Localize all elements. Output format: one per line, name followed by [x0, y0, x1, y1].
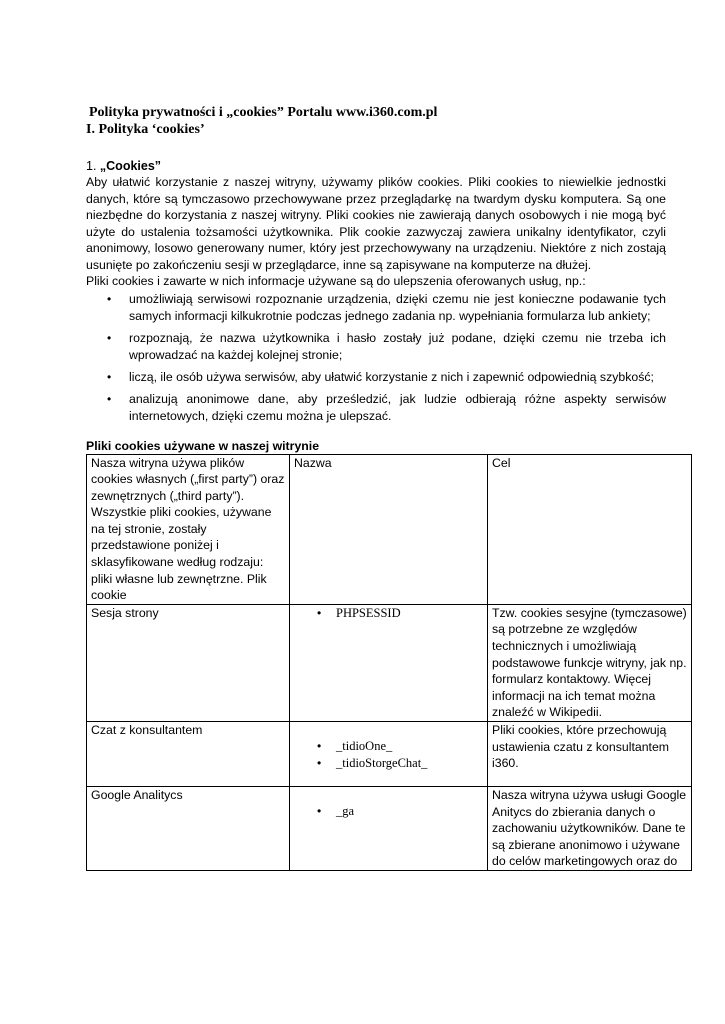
- list-item: • _tidioOne_: [317, 739, 393, 753]
- cookie-names-list: [294, 803, 483, 820]
- cookie-purpose-cell: Tzw. cookies sesyjne (tymczasowe) są potrzebne ze względów technicznych i umożliwiają podstawowe funkcje witryny, jak np. formularz kontaktowy. Więcej informacji na ich temat można znaleźć w Wikipedii.: [488, 604, 692, 721]
- table-row: [87, 604, 692, 721]
- header-cell-name: Nazwa: [290, 454, 488, 604]
- header-cell-purpose: Cel: [488, 454, 692, 604]
- cookie-type-cell: Czat z konsultantem: [87, 722, 290, 787]
- bullet-icon: •: [317, 756, 322, 770]
- table-caption: Pliki cookies używane w naszej witrynie: [86, 438, 320, 453]
- list-item: • liczą, ile osób używa serwisów, aby ułatwić korzystanie z nich i zapewnić odpowiednią szybkość;: [107, 369, 654, 384]
- list-item: • _ga: [317, 804, 355, 818]
- document-title: Polityka prywatności i „cookies” Portalu www.i360.com.pl: [89, 105, 438, 120]
- cookie-purpose-cell: Pliki cookies, które przechowują ustawienia czatu z konsultantem i360.: [488, 722, 692, 787]
- bullet-icon: •: [317, 605, 322, 620]
- cookies-table: [86, 454, 692, 871]
- bullet-icon: •: [317, 739, 322, 753]
- cookie-names-cell: [290, 722, 488, 787]
- table-row: [87, 787, 692, 871]
- list-item: • _tidioStorgeChat_: [317, 756, 428, 770]
- cookie-type-cell: Google Analitycs: [87, 787, 290, 871]
- list-item: • analizują anonimowe dane, aby prześledzić, jak ludzie odbierają różne aspekty serwisów internetowych, dzięki czemu można je ulepszać.: [107, 391, 666, 423]
- cookie-names-list: [294, 605, 483, 622]
- bullet-icon: •: [317, 804, 322, 818]
- section-title: „Cookies”: [99, 159, 162, 173]
- cookies-intro: Pliki cookies i zawarte w nich informacje używane są do ulepszenia oferowanych usług, np.:: [86, 274, 586, 288]
- table-header-row: [87, 454, 692, 604]
- cookies-uses-list: [86, 291, 666, 425]
- bullet-icon: •: [107, 330, 112, 345]
- cookies-paragraph: Aby ułatwić korzystanie z naszej witryny, używamy plików cookies. Pliki cookies to niewielkie jednostki danych, które są tymczasowo przechowywane przez przeglądarkę na twardym dysku komputera. Są one niezbędne do korzystania z naszej witryny. Pliki cookies nie zawierają danych osobowych i nie mogą być użyte do ustalenia tożsamości użytkownika. Plik cookie zazwyczaj zawiera unikalny identyfikator, czyli anonimowy, losowo generowany numer, który jest przechowywany na urządzeniu. Niektóre z nich zostają usunięte po zakończeniu sesji w przeglądarce, inne są zapisywane na komputerze na dłużej.: [86, 175, 666, 272]
- bullet-icon: •: [107, 291, 112, 306]
- section-heading: [86, 158, 666, 174]
- list-item: • rozpoznają, że nazwa użytkownika i hasło zostały już podane, dzięki czemu nie trzeba ich wprowadzać na każdej kolejnej stronie;: [107, 330, 666, 362]
- cookie-type-cell: Sesja strony: [87, 604, 290, 721]
- cookie-purpose-cell: Nasza witryna używa usługi Google Anitycs do zbierania danych o zachowaniu użytkowników. Dane te są zbierane anonimowo i używane do celów marketingowych oraz do: [488, 787, 692, 871]
- cookie-names-cell: [290, 604, 488, 721]
- cookie-names-cell: [290, 787, 488, 871]
- header-cell-intro: Nasza witryna używa plików cookies własnych („first party”) oraz zewnętrznych („third party”). Wszystkie pliki cookies, używane na tej stronie, zostały przedstawione poniżej i sklasyfikowane według rodzaju: pliki własne lub zewnętrzne. Plik cookie: [87, 454, 290, 604]
- list-item: • PHPSESSID: [317, 605, 401, 620]
- document-subtitle: I. Polityka ‘cookies’: [86, 122, 205, 137]
- list-item: • umożliwiają serwisowi rozpoznanie urządzenia, dzięki czemu nie jest konieczne podawanie tych samych informacji kilkukrotnie podczas jednego zadania np. wypełniania formularza lub ankiety;: [107, 291, 666, 323]
- document-page: [86, 104, 687, 871]
- section-number: 1.: [86, 159, 100, 173]
- bullet-icon: •: [107, 369, 112, 384]
- bullet-icon: •: [107, 391, 112, 406]
- cookie-names-list: [294, 738, 483, 772]
- table-row: [87, 722, 692, 787]
